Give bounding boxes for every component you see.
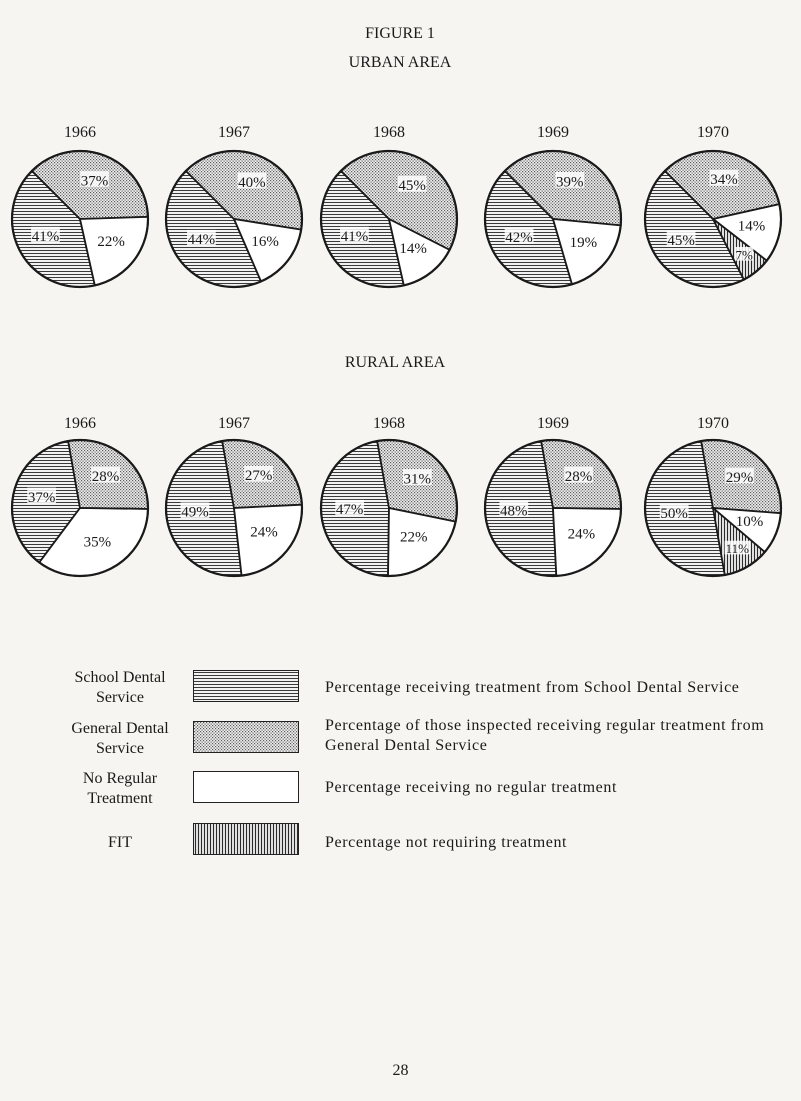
legend-fit-swatch [193, 823, 299, 855]
rural-1966-school-label: 37% [27, 489, 56, 506]
rural-1968-none-label: 22% [399, 529, 428, 546]
urban-area-title: URBAN AREA [348, 54, 452, 71]
legend-general-description: Percentage of those inspected receiving regular treatment from General Dental Service [325, 717, 765, 754]
rural-1969-school-label: 48% [500, 503, 528, 520]
rural-1970-fit-label: 11% [725, 541, 750, 557]
rural-year-label: 1966 [64, 415, 96, 432]
rural-1970-general-label: 29% [725, 469, 754, 486]
urban-year-label: 1968 [373, 124, 405, 141]
rural-1967-school-label: 49% [181, 504, 209, 521]
rural-1966-none-label: 35% [83, 534, 112, 551]
legend-general-swatch [193, 721, 299, 753]
urban-1967-school-label: 44% [187, 232, 216, 249]
urban-1966-school-label: 41% [31, 229, 60, 246]
urban-1968-school-label: 41% [340, 229, 369, 246]
rural-pie-row [12, 415, 781, 576]
legend-none-swatch [193, 771, 299, 803]
urban-year-label: 1970 [697, 124, 729, 141]
urban-1969-school-label: 42% [505, 230, 533, 247]
rural-1968-school-label: 47% [335, 502, 364, 519]
urban-1969-general-label: 39% [556, 174, 584, 191]
rural-area-title: RURAL AREA [344, 354, 446, 371]
rural-year-label: 1968 [373, 415, 405, 432]
urban-1970-fit-label: 7% [735, 247, 753, 263]
urban-year-label: 1967 [218, 124, 250, 141]
legend-school-description: Percentage receiving treatment from School Dental Service [325, 679, 740, 696]
rural-year-label: 1969 [537, 415, 569, 432]
rural-year-label: 1967 [218, 415, 250, 432]
general-swatch-fill [194, 722, 298, 752]
urban-year-label: 1966 [64, 124, 96, 141]
urban-1967-general-label: 40% [238, 174, 266, 191]
legend-school-name: School Dental Service [74, 669, 166, 706]
fit-swatch-fill [194, 824, 298, 854]
rural-1970-school-label: 50% [660, 505, 688, 522]
rural-1970-none-label: 10% [735, 514, 764, 531]
legend-school-swatch [193, 670, 299, 702]
figure-title: FIGURE 1 [365, 25, 435, 42]
urban-1970-school-label: 45% [667, 233, 695, 250]
legend-none-description: Percentage receiving no regular treatment [325, 779, 618, 796]
none-swatch-fill [194, 772, 298, 802]
school-swatch-fill [194, 671, 298, 701]
urban-1969-none-label: 19% [569, 235, 598, 252]
rural-1966-general-label: 28% [91, 468, 120, 485]
urban-1967-none-label: 16% [251, 234, 279, 251]
urban-pie-row [12, 124, 781, 287]
rural-1967-none-label: 24% [250, 524, 278, 541]
legend-general-name: General Dental Service [71, 720, 169, 757]
page-number: 28 [392, 1062, 409, 1079]
urban-1966-general-label: 37% [80, 173, 109, 190]
rural-1969-general-label: 28% [564, 468, 593, 485]
rural-1969-none-label: 24% [567, 526, 596, 543]
legend-fit-description: Percentage not requiring treatment [325, 834, 568, 851]
urban-year-label: 1969 [537, 124, 569, 141]
rural-1967-general-label: 27% [244, 468, 273, 485]
rural-1968-general-label: 31% [403, 471, 432, 488]
urban-1968-general-label: 45% [398, 178, 426, 195]
legend-none-name: No Regular Treatment [82, 770, 158, 807]
rural-year-label: 1970 [697, 415, 729, 432]
urban-1970-general-label: 34% [710, 172, 738, 189]
urban-1970-none-label: 14% [737, 218, 766, 235]
legend-fit-name: FIT [108, 834, 132, 851]
urban-1966-none-label: 22% [97, 234, 125, 251]
urban-1968-none-label: 14% [399, 241, 427, 258]
